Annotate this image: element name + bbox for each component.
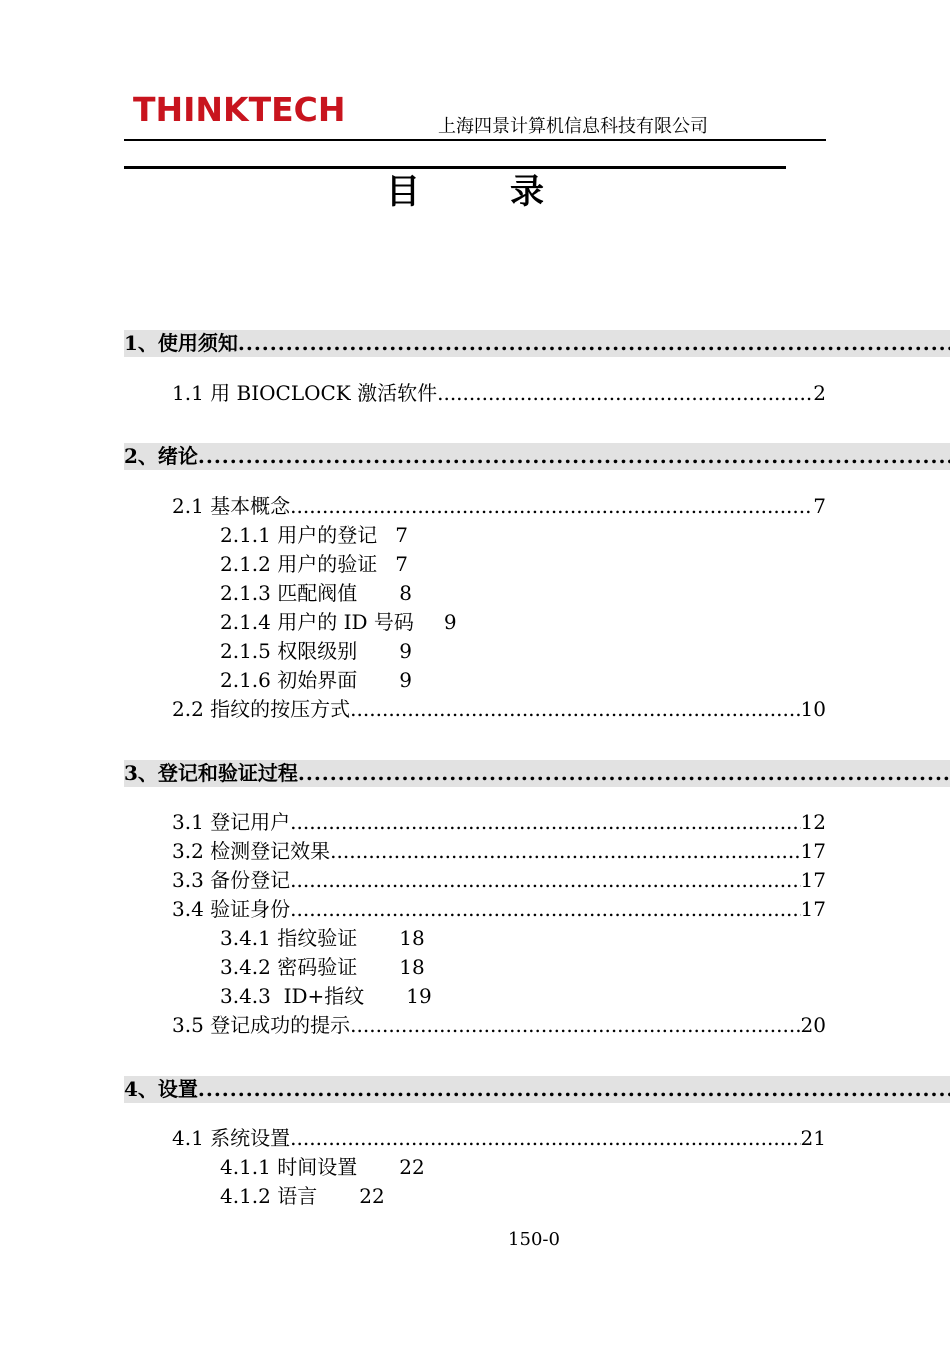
toc-section-label: 3.1 登记用户	[172, 810, 291, 834]
toc-page-number: 18	[399, 955, 425, 979]
toc-chapter-4[interactable]	[124, 1076, 950, 1103]
toc-subsection-label: 2.1.1 用户的登记	[220, 523, 378, 547]
toc-page-number: 8	[399, 581, 412, 605]
page-number: 150-0	[508, 1229, 560, 1250]
toc-page-number: 7	[813, 494, 826, 518]
header-rule	[124, 139, 826, 141]
toc-subsection-label: 4.1.1 时间设置	[220, 1155, 358, 1179]
thinktech-logo: THINKTECH	[133, 90, 346, 129]
toc-section-3-4[interactable]	[172, 896, 826, 922]
toc-subsection-label: 2.1.6 初始界面	[220, 668, 358, 692]
toc-chapter-label: 2、绪论	[124, 444, 198, 468]
toc-subsection-label: 2.1.2 用户的验证	[220, 552, 378, 576]
company-name: 上海四景计算机信息科技有限公司	[438, 116, 708, 137]
toc-subsection-2-1-1[interactable]	[220, 522, 408, 548]
toc-subsection-2-1-4[interactable]	[220, 609, 457, 635]
toc-page-number: 21	[800, 1126, 826, 1150]
toc-page-number: 9	[399, 639, 412, 663]
toc-chapter-3[interactable]	[124, 760, 950, 787]
toc-section-2-2[interactable]	[172, 696, 826, 722]
toc-title: 目 录	[386, 172, 572, 212]
toc-section-2-1[interactable]	[172, 493, 826, 519]
toc-page-number: 19	[406, 984, 432, 1008]
leader-dots	[290, 493, 813, 519]
toc-section-label: 2.2 指纹的按压方式	[172, 697, 351, 721]
toc-page-number: 10	[800, 697, 826, 721]
toc-subsection-2-1-3[interactable]	[220, 580, 412, 606]
toc-subsection-label: 3.4.3 ID+指纹	[220, 984, 365, 1008]
leader-dots	[198, 1077, 950, 1101]
toc-page-number: 20	[800, 1013, 826, 1037]
toc-section-label: 4.1 系统设置	[172, 1126, 291, 1150]
toc-section-4-1[interactable]	[172, 1125, 826, 1151]
toc-page-number: 22	[359, 1184, 385, 1208]
toc-subsection-label: 2.1.4 用户的 ID 号码	[220, 610, 414, 634]
toc-subsection-label: 2.1.5 权限级别	[220, 639, 358, 663]
toc-section-3-5[interactable]	[172, 1012, 826, 1038]
toc-chapter-1[interactable]	[124, 330, 950, 357]
leader-dots	[350, 696, 800, 722]
toc-chapter-2[interactable]	[124, 443, 950, 470]
toc-section-1-1[interactable]	[172, 380, 826, 406]
toc-subsection-2-1-5[interactable]	[220, 638, 412, 664]
toc-section-label: 1.1 用 BIOCLOCK 激活软件	[172, 381, 438, 405]
toc-page-number: 17	[800, 868, 826, 892]
toc-section-label: 2.1 基本概念	[172, 494, 291, 518]
toc-page-number: 7	[395, 523, 408, 547]
leader-dots	[330, 838, 800, 864]
toc-page-number: 22	[399, 1155, 425, 1179]
toc-section-label: 3.2 检测登记效果	[172, 839, 331, 863]
toc-chapter-label: 1、使用须知	[124, 331, 238, 355]
toc-page-number: 7	[395, 552, 408, 576]
toc-page-number: 18	[399, 926, 425, 950]
toc-section-label: 3.4 验证身份	[172, 897, 291, 921]
toc-subsection-label: 4.1.2 语言	[220, 1184, 318, 1208]
toc-chapter-label: 3、登记和验证过程	[124, 761, 298, 785]
toc-subsection-3-4-2[interactable]	[220, 954, 425, 980]
leader-dots	[290, 896, 800, 922]
title-rule	[124, 166, 786, 169]
leader-dots	[437, 380, 813, 406]
toc-section-3-1[interactable]	[172, 809, 826, 835]
toc-page-number: 12	[800, 810, 826, 834]
toc-section-3-2[interactable]	[172, 838, 826, 864]
toc-page-number: 17	[800, 897, 826, 921]
toc-section-label: 3.5 登记成功的提示	[172, 1013, 351, 1037]
toc-page-number: 2	[813, 381, 826, 405]
toc-page-number: 9	[443, 610, 457, 634]
toc-subsection-2-1-6[interactable]	[220, 667, 412, 693]
leader-dots	[238, 331, 950, 355]
toc-subsection-4-1-2[interactable]	[220, 1183, 385, 1209]
toc-subsection-3-4-3[interactable]	[220, 983, 432, 1009]
toc-subsection-label: 3.4.1 指纹验证	[220, 926, 358, 950]
toc-subsection-4-1-1[interactable]	[220, 1154, 425, 1180]
toc-section-label: 3.3 备份登记	[172, 868, 291, 892]
toc-subsection-3-4-1[interactable]	[220, 925, 425, 951]
toc-page-number: 17	[800, 839, 826, 863]
leader-dots	[298, 761, 950, 785]
leader-dots	[290, 809, 800, 835]
toc-subsection-label: 3.4.2 密码验证	[220, 955, 358, 979]
toc-section-3-3[interactable]	[172, 867, 826, 893]
leader-dots	[198, 444, 950, 468]
toc-subsection-2-1-2[interactable]	[220, 551, 408, 577]
leader-dots	[350, 1012, 800, 1038]
toc-page-number: 9	[399, 668, 412, 692]
toc-subsection-label: 2.1.3 匹配阀值	[220, 581, 358, 605]
leader-dots	[290, 867, 800, 893]
leader-dots	[290, 1125, 800, 1151]
toc-chapter-label: 4、设置	[124, 1077, 198, 1101]
